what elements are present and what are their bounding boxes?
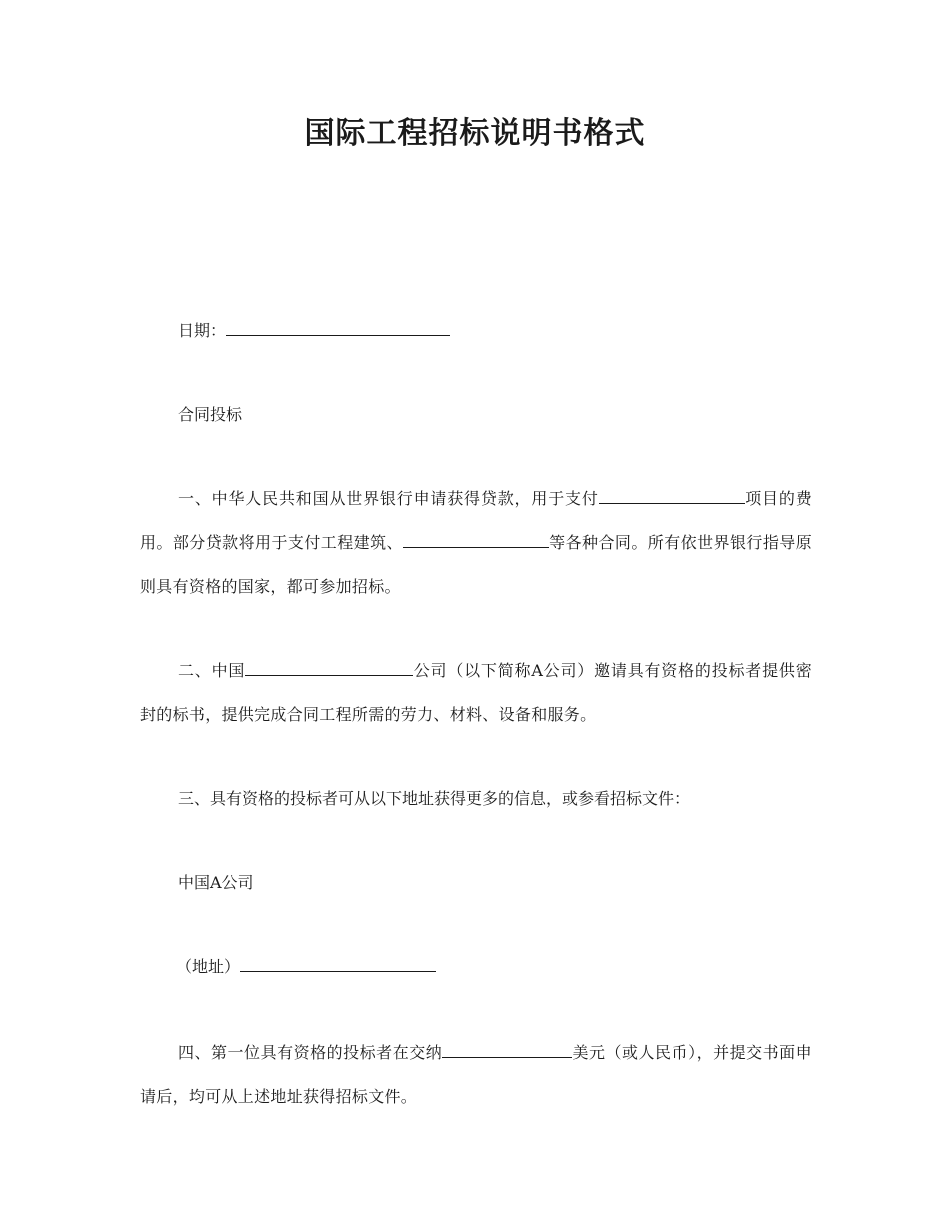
paragraph-3: 三、具有资格的投标者可从以下地址获得更多的信息，或参看招标文件：: [178, 789, 691, 808]
page-title: 国际工程招标说明书格式: [304, 116, 646, 151]
paragraph-1-text-a: 一、中华人民共和国从世界银行申请获得贷款，用于支付: [178, 489, 599, 508]
contract-heading: 合同投标: [178, 405, 243, 424]
paragraph-4: [140, 1031, 812, 1119]
company-name: 中国A公司: [178, 873, 254, 892]
date-line: [178, 309, 858, 353]
date-blank: [226, 313, 450, 336]
fee-amount-blank: [442, 1035, 572, 1058]
paragraph-1-text-c: 等各种合同。所有依世界银行指导原则具有资格的国家，都可参加招标。: [140, 533, 812, 596]
contract-type-blank: [403, 525, 549, 548]
paragraph-2-text-a: 二、中国: [178, 661, 246, 680]
date-label: 日期：: [178, 321, 227, 340]
paragraph-2: [140, 649, 812, 737]
paragraph-1-text-b: 项目的费用。部分贷款将用于支付工程建筑、: [140, 489, 812, 552]
company-name-blank: [245, 653, 413, 676]
address-label: （地址）: [176, 957, 241, 976]
project-name-blank: [599, 481, 745, 504]
paragraph-4-text-b: 美元（或人民币），并提交书面申请后，均可从上述地址获得招标文件。: [140, 1043, 812, 1106]
paragraph-2-text-b: 公司（以下简称A公司）邀请具有资格的投标者提供密封的标书，提供完成合同工程所需的劳力、材料、设备和服务。: [140, 661, 813, 724]
address-blank: [240, 949, 436, 972]
address-line: [176, 945, 856, 989]
paragraph-4-text-a: 四、第一位具有资格的投标者在交纳: [178, 1043, 443, 1062]
paragraph-1: [140, 477, 812, 609]
